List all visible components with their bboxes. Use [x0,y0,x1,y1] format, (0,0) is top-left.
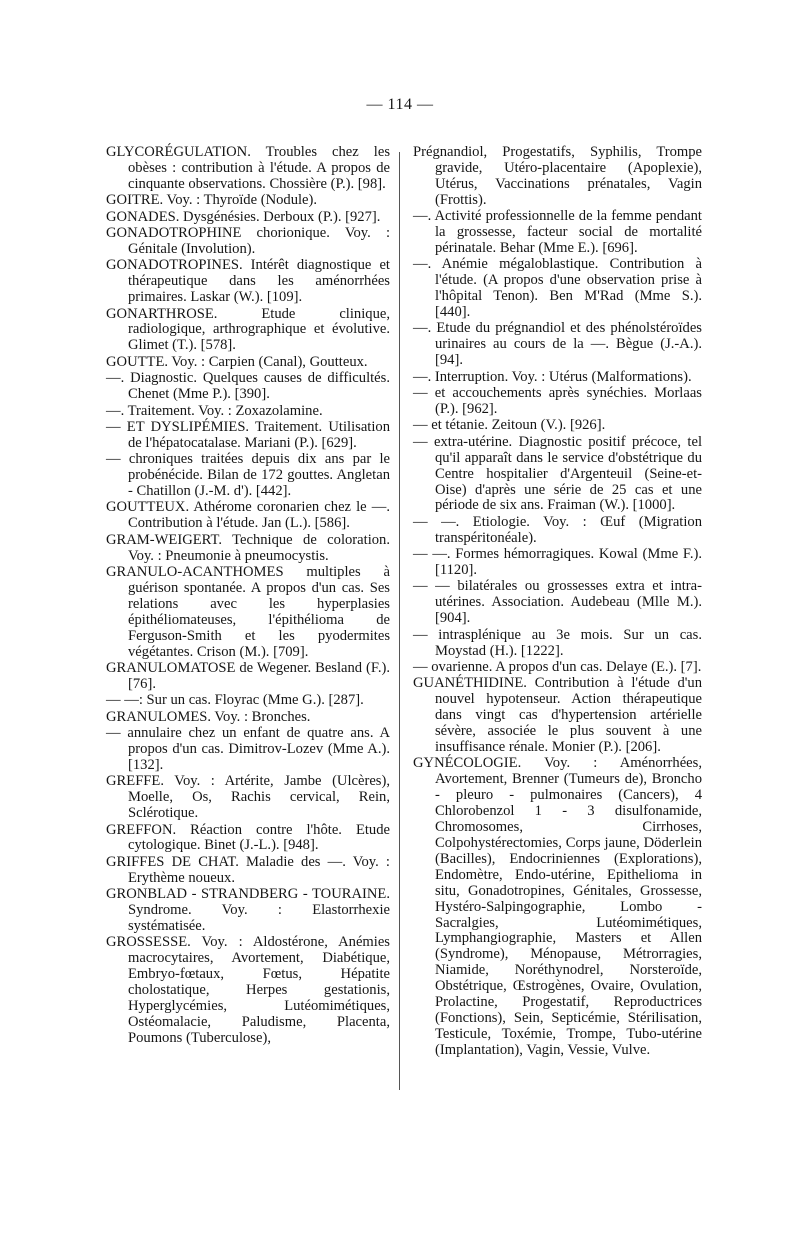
page-number: — 114 — [366,96,434,113]
index-entry: — annulaire chez un enfant de quatre ans. A propos d'un cas. Dimitrov-Lozev (Mme A.). [132]. [106,725,390,773]
index-entry: GOUTTE. Voy. : Carpien (Canal), Goutteux. [106,353,368,370]
index-entry: GRIFFES DE CHAT. Maladie des —. Voy. : Erythème noueux. [106,853,390,886]
index-entry: GUANÉTHIDINE. Contribution à l'étude d'un nouvel hypotenseur. Action thérapeutique dans vingt cas d'hypertension artérielle sévère, associée le plus souvent à une insuffisance rénale. Monier (P.). [206]. [413,675,702,756]
index-entry: GONADES. Dysgénésies. Derboux (P.). [927]. [106,208,381,225]
index-entry: — — bilatérales ou grossesses extra et intra-utérines. Association. Audebeau (Mlle M.). [904]. [413,578,702,627]
index-entry: — —: Sur un cas. Floyrac (Mme G.). [287]. [106,692,364,709]
index-entry: GOITRE. Voy. : Thyroïde (Nodule). [106,192,318,209]
index-entry: GONADOTROPINES. Intérêt diagnostique et thérapeutique dans les aménorrhées primaires. Laskar (W.). [109]. [106,257,390,306]
right-column [413,145,702,1059]
index-entry: Prégnandiol, Progestatifs, Syphilis, Trompe gravide, Utéro-placentaire (Apoplexie), Utérus, Vaccinations prénatales, Vagin (Frottis). [413,144,702,208]
index-entry: — intrasplénique au 3e mois. Sur un cas. Moystad (H.). [1222]. [413,626,702,659]
index-entry: GRANULO-ACANTHOMES multiples à guérison spontanée. A propos d'un cas. Ses relations avec les hyperplasies épithéliomateuses, l'épithélioma de Ferguson-Smith et les pyodermites végétantes. Crison (M.). [709]. [106,564,390,660]
index-entry: GREFFE. Voy. : Artérite, Jambe (Ulcères), Moelle, Os, Rachis cervical, Rein, Sclérotique. [106,773,390,822]
index-entry: GLYCORÉGULATION. Troubles chez les obèses : contribution à l'étude. A propos de cinquante observations. Chossière (P.). [98]. [106,144,390,192]
index-entry: —. Traitement. Voy. : Zoxazolamine. [106,402,323,419]
index-entry: GREFFON. Réaction contre l'hôte. Etude cytologique. Binet (J.-L.). [948]. [106,821,390,854]
index-entry: GRANULOMES. Voy. : Bronches. [106,708,311,725]
index-entry: GRANULOMATOSE de Wegener. Besland (F.). [76]. [106,660,390,692]
index-entry: GONARTHROSE. Etude clinique, radiologique, arthrographique et évolutive. Glimet (T.). [578]. [106,305,390,354]
index-entry: — et tétanie. Zeitoun (V.). [926]. [413,417,606,434]
index-entry: —. Diagnostic. Quelques causes de difficultés. Chenet (Mme P.). [390]. [106,370,390,403]
index-entry: GONADOTROPHINE chorionique. Voy. : Génitale (Involution). [106,225,390,257]
index-entry: GYNÉCOLOGIE. Voy. : Aménorrhées, Avortement, Brenner (Tumeurs de), Broncho - pleuro - pulmonaires (Cancers), 4 Chlorobenzol 1 - 3 disulfonamide, Chromosomes, Cirrhoses, Colpohystérectomies, Corps jaune, Döderlein (Bacilles), Endocriniennes (Explorations), Endomètre, Endo-utérine, Epithelioma in situ, Gonadotropines, Génitales, Grossesse, Hystéro-Salpingographie, Lombo - Sacralgies, Lutéomimétiques, Lymphangiographie, Masters et Allen (Syndrome), Ménopause, Métrorragies, Niamide, Noréthynodrel, Norsteroïde, Obstétrique, Œstrogènes, Ovaire, Ovulation, Prolactine, Progestatif, Reproductrices (Fonctions), Sein, Septicémie, Stérilisation, Testicule, Toxémie, Trompe, Tubo-utérine (Implantation), Vagin, Vessie, Vulve. [413,755,702,1058]
index-entry: — —. Etiologie. Voy. : Œuf (Migration transpéritonéale). [413,513,702,546]
index-entry: — extra-utérine. Diagnostic positif précoce, tel qu'il apparaît dans le service d'obstétrique du Centre hospitalier d'Argenteuil (Seine-et-Oise) d'après une série de 25 cas et une période de six ans. Fraiman (W.). [1000]. [413,433,702,514]
index-entry: GRONBLAD - STRANDBERG - TOURAINE. Syndrome. Voy. : Elastorrhexie systématisée. [106,886,390,934]
index-entry: — ET DYSLIPÉMIES. Traitement. Utilisation de l'hépatocatalase. Mariani (P.). [629]. [106,418,390,451]
index-entry: GRAM-WEIGERT. Technique de coloration. Voy. : Pneumonie à pneumocystis. [106,531,390,564]
index-entry: — et accouchements après synéchies. Morlaas (P.). [962]. [413,385,702,417]
column-divider [399,152,400,1090]
index-entry: GOUTTEUX. Athérome coronarien chez le —. Contribution à l'étude. Jan (L.). [586]. [106,499,390,532]
index-entry: —. Activité professionnelle de la femme pendant la grossesse, facteur social de mortalité périnatale. Behar (Mme E.). [696]. [413,208,702,256]
index-entry: — chroniques traitées depuis dix ans par le probénécide. Bilan de 172 gouttes. Angletan - Chatillon (J.-M. d'). [442]. [106,451,390,500]
index-entry: — ovarienne. A propos d'un cas. Delaye (E.). [7]. [413,659,702,675]
index-entry: —. Etude du prégnandiol et des phénolstéroïdes urinaires au cours de la —. Bègue (J.-A.). [94]. [413,320,702,369]
index-entry: —. Anémie mégaloblastique. Contribution à l'étude. (A propos d'une observation prise à l'hôpital Tenon). Ben M'Rad (Mme S.). [440]. [413,256,702,321]
index-entry: —. Interruption. Voy. : Utérus (Malformations). [413,368,692,385]
index-entry: GROSSESSE. Voy. : Aldostérone, Anémies macrocytaires, Avortement, Diabétique, Embryo-fœtaux, Fœtus, Hépatite cholostatique, Herpes gestationis, Hyperglycémies, Lutéomimétiques, Ostéomalacie, Paludisme, Placenta, Poumons (Tuberculose), [106,934,390,1046]
left-column [106,145,390,1047]
index-entry: — —. Formes hémorragiques. Kowal (Mme F.). [1120]. [413,546,702,579]
